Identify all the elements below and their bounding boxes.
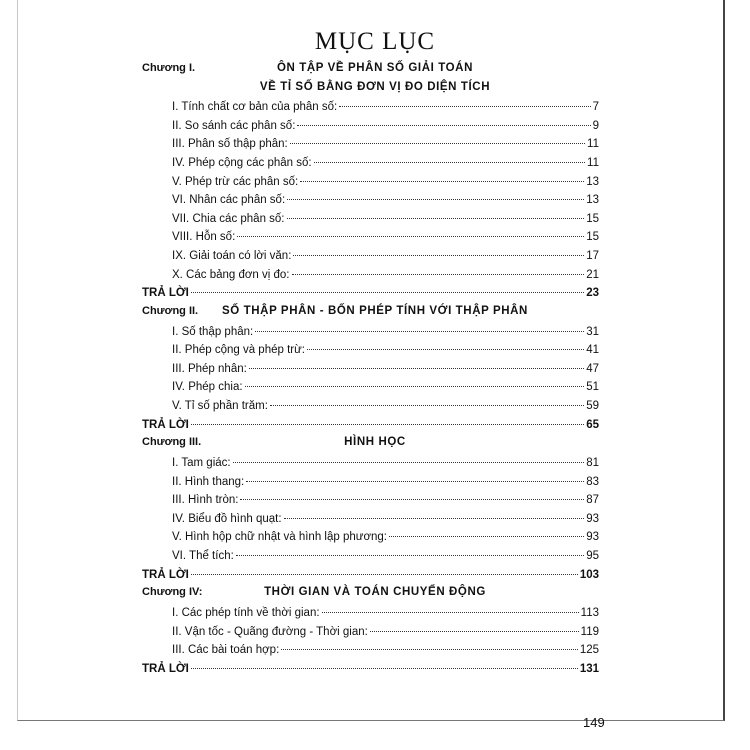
toc-entry	[172, 528, 599, 546]
entry-page: 7	[592, 101, 599, 114]
entry-page: 125	[579, 644, 599, 657]
entry-label: VI. Thể tích:	[172, 550, 234, 562]
answers-label: TRẢ LỜI	[142, 287, 189, 300]
chapter-label: Chương III.	[142, 436, 202, 449]
entry-label: IV. Phép chia:	[172, 381, 243, 394]
answers-page: 65	[586, 418, 599, 431]
answers-entry	[142, 416, 599, 434]
chapter-label: Chương IV:	[142, 586, 203, 599]
entry-label: III. Phân số thập phân:	[172, 138, 288, 151]
entry-label: II. Phép cộng và phép trừ:	[172, 344, 306, 357]
answers-label: TRẢ LỜI	[142, 418, 189, 431]
dot-leader	[370, 631, 579, 632]
dot-leader	[245, 386, 585, 387]
entry-page: 31	[586, 325, 599, 338]
dot-leader	[290, 143, 585, 144]
entry-page: 51	[586, 381, 599, 394]
entry-label: IX. Giải toán có lời văn:	[172, 250, 292, 262]
dot-leader	[249, 368, 584, 369]
entry-page: 17	[586, 250, 599, 262]
chapter-title: VỀ TỈ SỐ BẰNG ĐƠN VỊ ĐO DIỆN TÍCH	[259, 80, 491, 93]
entry-page: 119	[580, 625, 599, 638]
toc-entry	[172, 247, 599, 265]
entry-label: III. Hình tròn:	[172, 494, 239, 507]
answers-entry	[142, 284, 599, 302]
entry-page: 93	[586, 512, 599, 525]
toc-entry	[172, 210, 599, 228]
entry-label: III. Các bài toán hợp:	[172, 644, 280, 657]
toc-entry	[172, 135, 599, 153]
answers-page: 103	[579, 568, 599, 581]
page-title: MỤC LỤC	[314, 28, 436, 55]
entry-label: I. Tính chất cơ bản của phân số:	[172, 101, 338, 114]
entry-page: 13	[586, 194, 599, 207]
chapter-title-line2	[0, 78, 750, 96]
entry-page: 95	[586, 550, 599, 562]
entry-label: X. Các bảng đơn vị đo:	[172, 268, 290, 281]
toc-entry	[172, 510, 599, 528]
toc-entry	[172, 341, 599, 359]
answers-label: TRẢ LỜI	[142, 568, 189, 581]
answers-page: 131	[579, 662, 599, 675]
dot-leader	[300, 181, 584, 182]
dot-leader	[191, 292, 584, 293]
chapter-title: HÌNH HỌC	[344, 436, 406, 449]
entry-page: 113	[580, 607, 599, 619]
chapter-label: Chương I.	[142, 62, 196, 74]
dot-leader	[281, 649, 578, 650]
entry-page: 93	[586, 531, 599, 544]
dot-leader	[240, 499, 584, 500]
entry-page: 83	[586, 475, 599, 488]
dot-leader	[237, 236, 584, 237]
dot-leader	[293, 255, 584, 256]
entry-page: 81	[586, 457, 599, 469]
entry-page: 11	[587, 138, 599, 151]
dot-leader	[255, 331, 584, 332]
answers-entry	[142, 566, 599, 584]
entry-label: III. Phép nhân:	[172, 362, 247, 375]
entry-label: II. Vận tốc - Quãng đường - Thời gian:	[172, 625, 368, 638]
entry-page: 13	[586, 175, 599, 188]
entry-page: 59	[586, 400, 599, 412]
toc-entry	[172, 641, 599, 659]
dot-leader	[322, 612, 579, 613]
toc-entry	[172, 623, 599, 641]
dot-leader	[270, 405, 584, 406]
toc-entry	[172, 397, 599, 415]
toc-entry	[172, 323, 599, 341]
dot-leader	[287, 218, 585, 219]
entry-label: I. Số thập phân:	[172, 325, 254, 338]
toc-entry	[172, 378, 599, 396]
toc-entry	[172, 154, 599, 172]
toc-entry	[172, 228, 599, 246]
dot-leader	[339, 106, 590, 107]
dot-leader	[191, 668, 578, 669]
toc-entry	[172, 604, 599, 622]
toc-entry	[172, 173, 599, 191]
toc-entry	[172, 191, 599, 209]
toc-entry	[172, 547, 599, 565]
dot-leader	[236, 555, 584, 556]
entry-label: V. Tỉ số phần trăm:	[172, 400, 268, 412]
toc-entry	[172, 454, 599, 472]
entry-page: 21	[586, 268, 599, 281]
entry-label: VIII. Hỗn số:	[172, 231, 236, 244]
dot-leader	[191, 574, 578, 575]
dot-leader	[314, 162, 585, 163]
entry-page: 11	[587, 157, 599, 169]
dot-leader	[191, 424, 584, 425]
chapter-heading	[0, 59, 750, 77]
toc-entry	[172, 360, 599, 378]
entry-page: 9	[592, 119, 599, 132]
toc-entry	[172, 266, 599, 284]
entry-label: II. So sánh các phân số:	[172, 119, 296, 132]
entry-label: VI. Nhân các phân số:	[172, 194, 286, 207]
chapter-title: SỐ THẬP PHÂN - BỐN PHÉP TÍNH VỚI THẬP PHÂN	[222, 305, 528, 317]
dot-leader	[297, 125, 590, 126]
entry-page: 15	[586, 212, 599, 225]
entry-page: 41	[586, 344, 599, 357]
entry-label: IV. Phép cộng các phân số:	[172, 157, 312, 169]
chapter-heading	[0, 583, 750, 601]
dot-leader	[284, 518, 585, 519]
toc-entry	[172, 117, 599, 135]
chapter-heading	[0, 302, 750, 320]
answers-entry	[142, 660, 599, 678]
dot-leader	[233, 462, 585, 463]
entry-page: 15	[586, 231, 599, 244]
page-number: 149	[583, 715, 605, 730]
entry-page: 47	[586, 362, 599, 375]
chapter-title: ÔN TẬP VỀ PHÂN SỐ GIẢI TOÁN	[277, 62, 473, 74]
dot-leader	[287, 199, 584, 200]
entry-page: 87	[586, 494, 599, 507]
chapter-heading	[0, 433, 750, 451]
toc-entry	[172, 98, 599, 116]
entry-label: V. Hình hộp chữ nhật và hình lập phương:	[172, 531, 387, 544]
entry-label: VII. Chia các phân số:	[172, 212, 285, 225]
dot-leader	[307, 349, 584, 350]
entry-label: II. Hình thang:	[172, 475, 245, 488]
entry-label: I. Các phép tính về thời gian:	[172, 607, 320, 619]
dot-leader	[246, 481, 584, 482]
entry-label: I. Tam giác:	[172, 457, 231, 469]
dot-leader	[389, 536, 584, 537]
chapter-label: Chương II.	[142, 305, 199, 317]
dot-leader	[292, 274, 585, 275]
toc-entry	[172, 473, 599, 491]
chapter-title: THỜI GIAN VÀ TOÁN CHUYỂN ĐỘNG	[264, 586, 486, 599]
toc-entry	[172, 491, 599, 509]
answers-label: TRẢ LỜI	[142, 662, 189, 675]
entry-label: V. Phép trừ các phân số:	[172, 175, 299, 188]
entry-label: IV. Biểu đồ hình quạt:	[172, 512, 282, 525]
answers-page: 23	[586, 287, 599, 300]
